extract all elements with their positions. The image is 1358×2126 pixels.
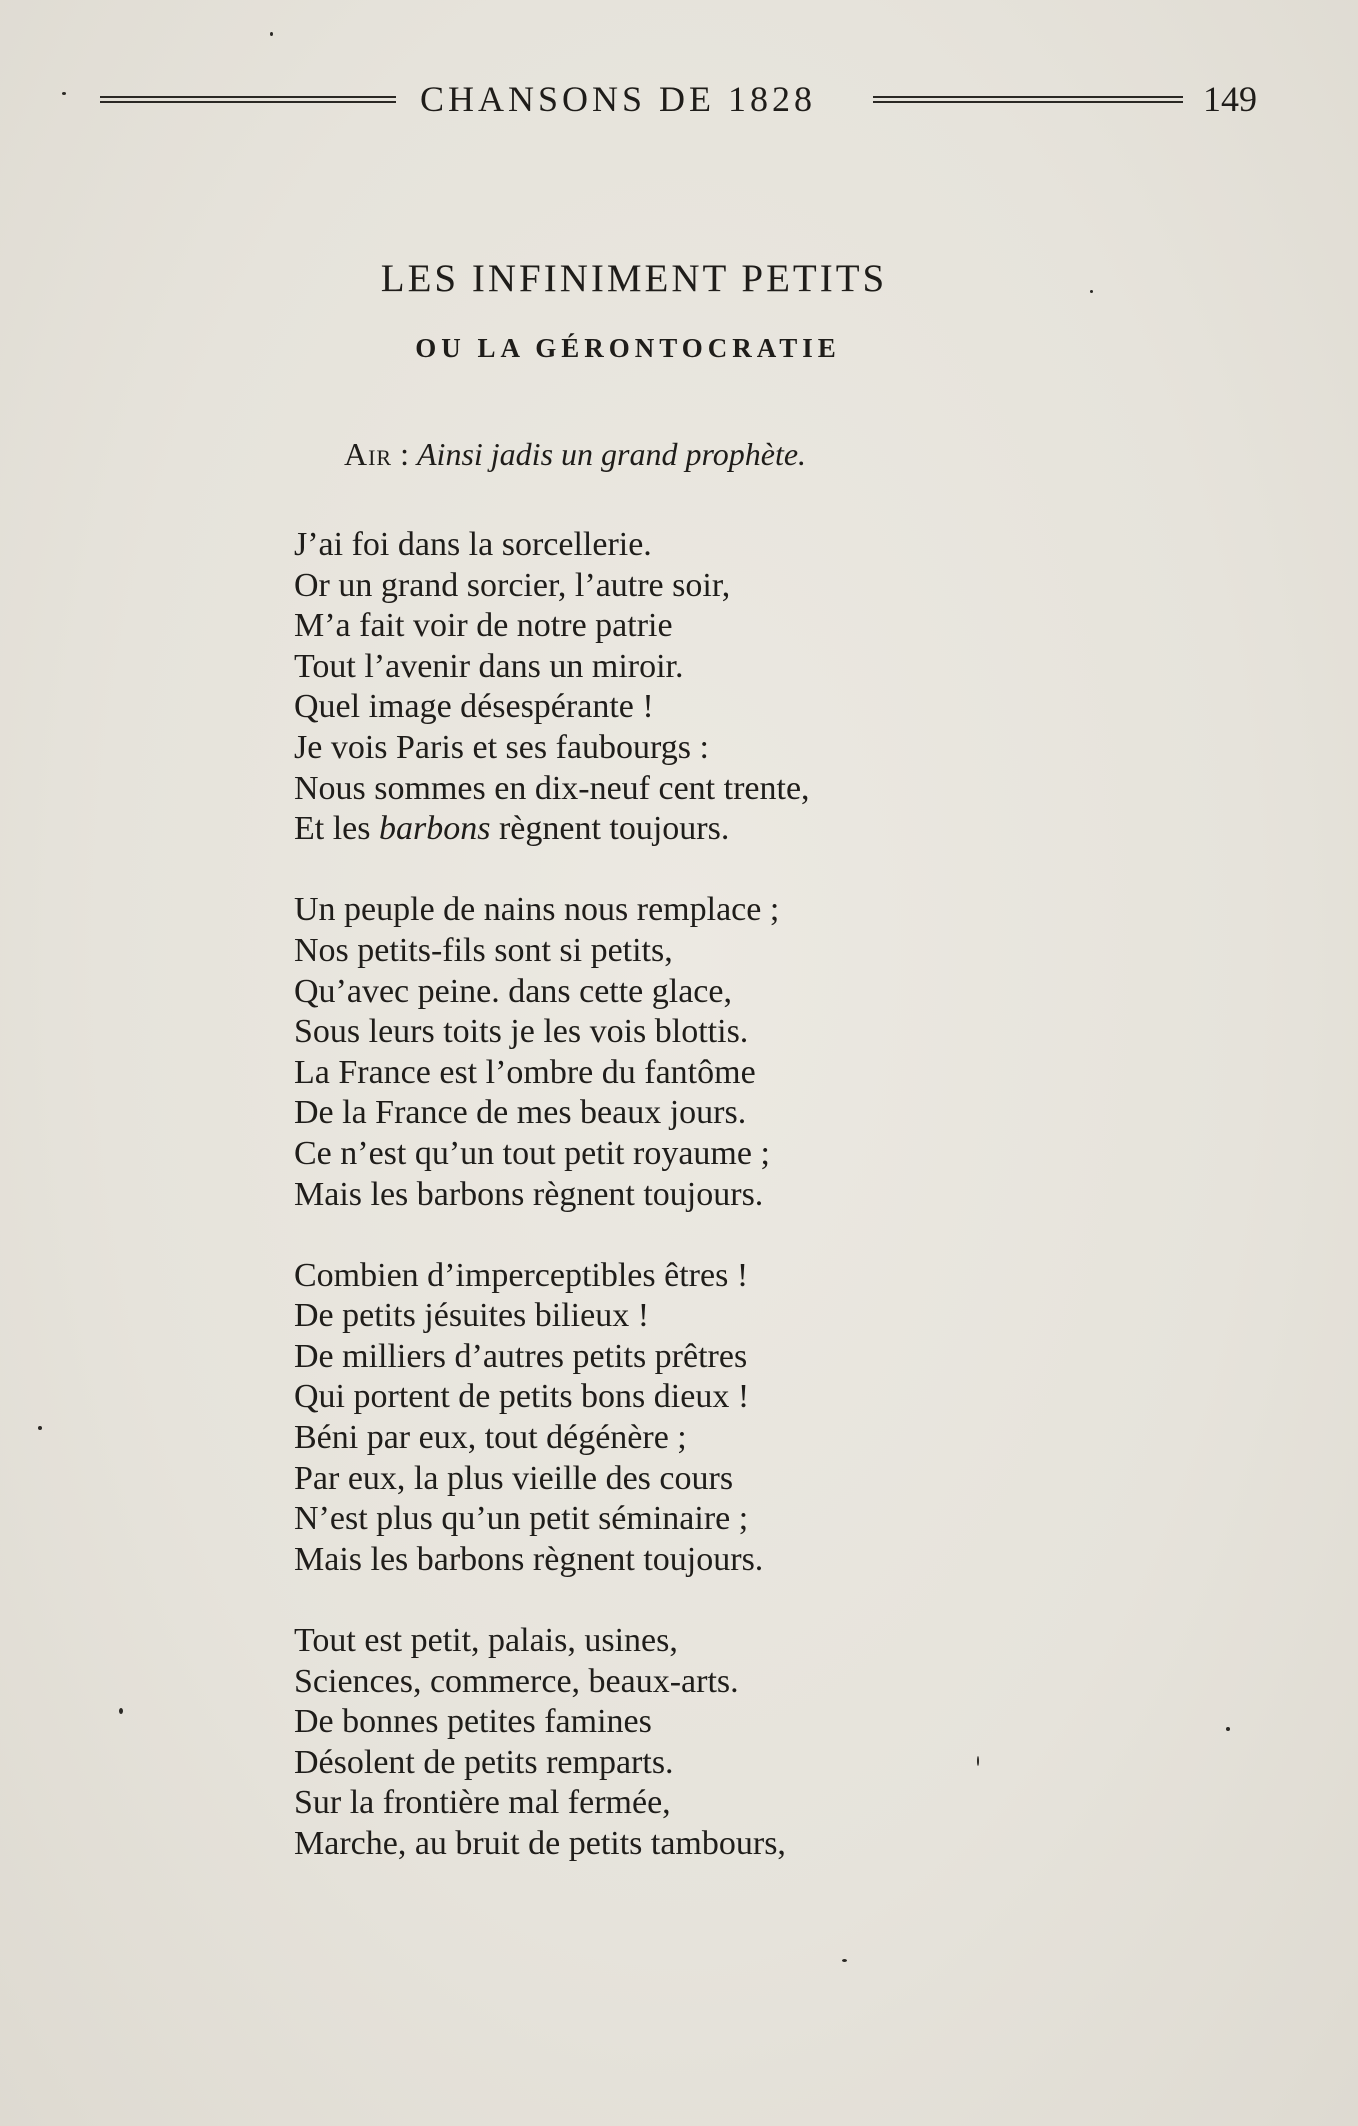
verse-line	[294, 809, 1194, 850]
verse-line: De petits jésuites bilieux !	[294, 1297, 650, 1335]
verse-line: Tout est petit, palais, usines,	[294, 1622, 678, 1660]
stanza-3	[294, 1256, 1194, 1581]
verse-line: Tout l’avenir dans un miroir.	[294, 647, 684, 685]
verse-line: Sciences, commerce, beaux-arts.	[294, 1662, 739, 1700]
running-header	[100, 78, 1257, 119]
verse-line: Par eux, la plus vieille des cours	[294, 1459, 734, 1497]
verse-line: M’a fait voir de notre patrie	[294, 607, 673, 645]
verse-line: Qui portent de petits bons dieux !	[294, 1378, 750, 1416]
verse-line: Mais les barbons règnent toujours.	[294, 1540, 764, 1578]
air-tune: Ainsi jadis un grand prophète.	[417, 436, 807, 472]
stanza-4	[294, 1621, 1194, 1865]
song-subtitle: OU LA GÉRONTOCRATIE	[415, 333, 841, 363]
song-title: LES INFINIMENT PETITS	[380, 257, 888, 300]
paper-speck	[119, 1708, 123, 1714]
verse-text: règnent toujours.	[490, 810, 730, 848]
verse-line: Or un grand sorcier, l’autre soir,	[294, 566, 731, 604]
verse-line: De la France de mes beaux jours.	[294, 1094, 747, 1132]
paper-speck	[62, 92, 66, 95]
verse-line: De bonnes petites famines	[294, 1703, 652, 1741]
verse-italic-word: barbons	[378, 810, 491, 848]
stanza-2	[294, 890, 1194, 1215]
page-number: 149	[1203, 79, 1257, 119]
air-indication	[344, 436, 806, 473]
verse-line: La France est l’ombre du fantôme	[294, 1053, 756, 1091]
poem	[294, 525, 1194, 1905]
paper-speck	[1090, 290, 1093, 293]
paper-speck	[38, 1426, 42, 1430]
verse-line: Quel image désespérante !	[294, 688, 654, 726]
running-title: CHANSONS DE 1828	[420, 79, 817, 119]
paper-speck	[1226, 1727, 1230, 1731]
verse-line: Sous leurs toits je les vois blottis.	[294, 1013, 749, 1051]
header-rule-right	[873, 96, 1183, 103]
air-separator: :	[392, 436, 417, 472]
verse-line: Un peuple de nains nous remplace ;	[294, 891, 780, 929]
verse-line: Marche, au bruit de petits tambours,	[294, 1825, 786, 1862]
verse-line: J’ai foi dans la sorcellerie.	[294, 526, 652, 563]
verse-line: Nos petits-fils sont si petits,	[294, 931, 673, 969]
verse-line: Mais les barbons règnent toujours.	[294, 1175, 764, 1213]
verse-line: Je vois Paris et ses faubourgs :	[294, 728, 709, 766]
verse-text: Et les	[294, 810, 379, 848]
verse-line: N’est plus qu’un petit séminaire ;	[294, 1500, 749, 1538]
paper-speck	[977, 1756, 979, 1766]
verse-line: Combien d’imperceptibles êtres !	[294, 1256, 749, 1294]
verse-line: Sur la frontière mal fermée,	[294, 1784, 671, 1822]
verse-line: Qu’avec peine. dans cette glace,	[294, 972, 732, 1010]
verse-line: Béni par eux, tout dégénère ;	[294, 1419, 687, 1457]
verse-line: Ce n’est qu’un tout petit royaume ;	[294, 1134, 770, 1172]
verse-line: Nous sommes en dix-neuf cent trente,	[294, 769, 810, 807]
paper-speck	[842, 1959, 847, 1962]
air-label: Air	[344, 436, 393, 472]
verse-line: De milliers d’autres petits prêtres	[294, 1337, 748, 1375]
stanza-1	[294, 525, 1194, 850]
paper-speck	[270, 32, 273, 36]
verse-line: Désolent de petits remparts.	[294, 1743, 674, 1781]
header-rule-left	[100, 96, 396, 103]
